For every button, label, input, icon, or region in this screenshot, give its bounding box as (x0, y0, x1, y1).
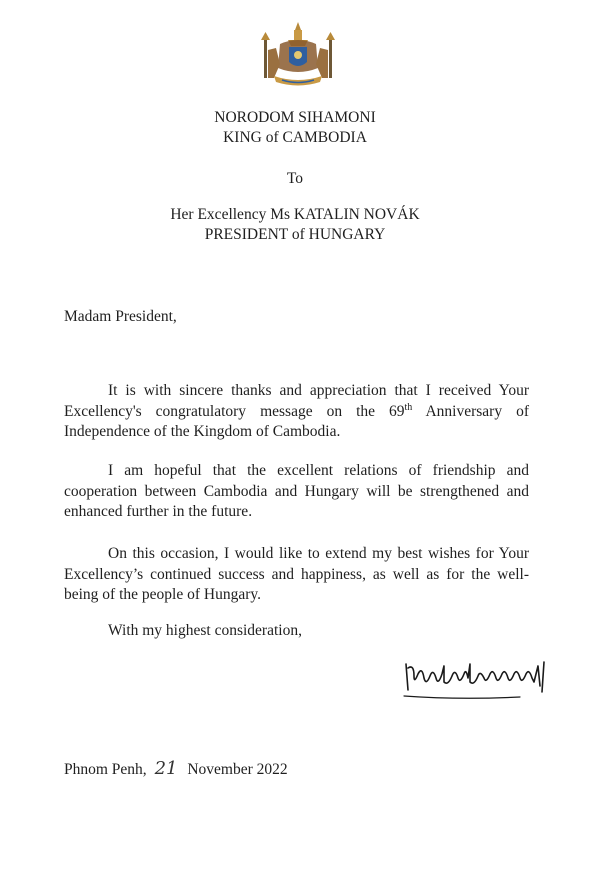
paragraph-relations: I am hopeful that the excellent relations of friendship and cooperation between Cambodia and Hungary will be strengthened and enhanced further in the future. (64, 462, 529, 520)
paragraph-thanks (64, 381, 529, 443)
sender-title: KING of CAMBODIA (223, 129, 367, 146)
ordinal-suffix: th (404, 401, 413, 413)
salutation: Madam President, (64, 308, 177, 325)
recipient-block (0, 205, 590, 245)
recipient-title: PRESIDENT of HUNGARY (204, 226, 386, 243)
sender-name: NORODOM SIHAMONI (214, 109, 376, 126)
recipient-name: Her Excellency Ms KATALIN NOVÁK (170, 206, 420, 223)
to-label: To (286, 170, 304, 187)
sender-block (0, 108, 590, 148)
royal-coat-of-arms-icon (258, 20, 338, 90)
handwritten-signature (400, 656, 560, 702)
paragraph-thanks-part1: It is with sincere thanks and appreciation that I received Your Excellency's congratulatory message on the 69 (64, 382, 529, 420)
paragraph-consideration: With my highest consideration, (108, 622, 302, 639)
handwritten-day: 21 (154, 758, 178, 779)
place: Phnom Penh, (64, 761, 147, 778)
place-and-date (64, 758, 288, 779)
paragraph-thanks-part2: Anniversary of Independence of the Kingdom of Cambodia. (64, 402, 529, 440)
month-year: November 2022 (187, 761, 288, 778)
paragraph-wishes: On this occasion, I would like to extend my best wishes for Your Excellency’s continued success and happiness, as well as for the well-being of the people of Hungary. (64, 545, 529, 603)
